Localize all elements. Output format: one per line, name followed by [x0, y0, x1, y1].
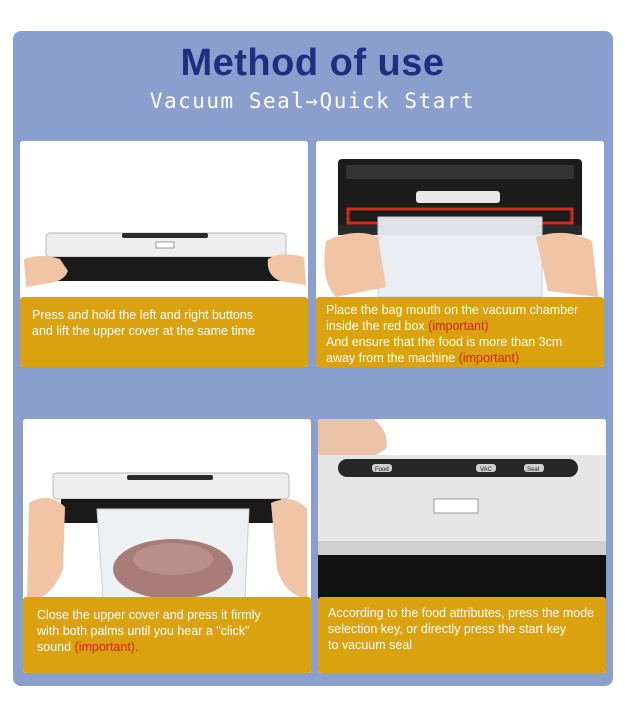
step-card-4	[318, 419, 606, 673]
step-card-3	[23, 419, 311, 673]
food-button-label: Food	[375, 467, 389, 473]
step-1-line-2: and lift the upper cover at the same time	[32, 324, 256, 338]
step-card-2	[316, 141, 604, 367]
step-3-caption	[23, 597, 311, 673]
step-4-line-2: selection key, or directly press the start key	[328, 622, 567, 636]
step-4-line-3: to vacuum seal	[328, 638, 413, 652]
step-3-line-1: Close the upper cover and press it firmly	[37, 608, 261, 622]
seal-button-label: Seal	[527, 467, 540, 473]
step-3-line-2: with both palms until you hear a "click"	[37, 624, 250, 638]
step-2-line-4: away from the machine (important)	[326, 351, 520, 365]
step-4-caption	[318, 597, 606, 673]
step-1-line-1: Press and hold the left and right buttons	[32, 308, 253, 322]
step-2-line-1: Place the bag mouth on the vacuum chamber	[326, 303, 579, 317]
step-2-caption	[316, 297, 604, 367]
step-2-line-3: And ensure that the food is more than 3cm	[326, 335, 563, 349]
step-4-line-1: According to the food attributes, press the mode	[328, 606, 595, 620]
important-note: (important)	[428, 319, 489, 333]
step-1-caption	[20, 297, 308, 367]
step-card-1	[20, 141, 308, 367]
step-3-line-3: sound (important).	[37, 640, 139, 654]
vac-button-label: VAC	[480, 467, 492, 473]
step-2-line-2: inside the red box (important)	[326, 319, 489, 333]
important-note: (important)	[458, 351, 520, 365]
page-title: Method of use	[180, 42, 445, 84]
page-subtitle: Vacuum Seal→Quick Start	[149, 89, 476, 113]
important-note: (important).	[74, 640, 139, 654]
